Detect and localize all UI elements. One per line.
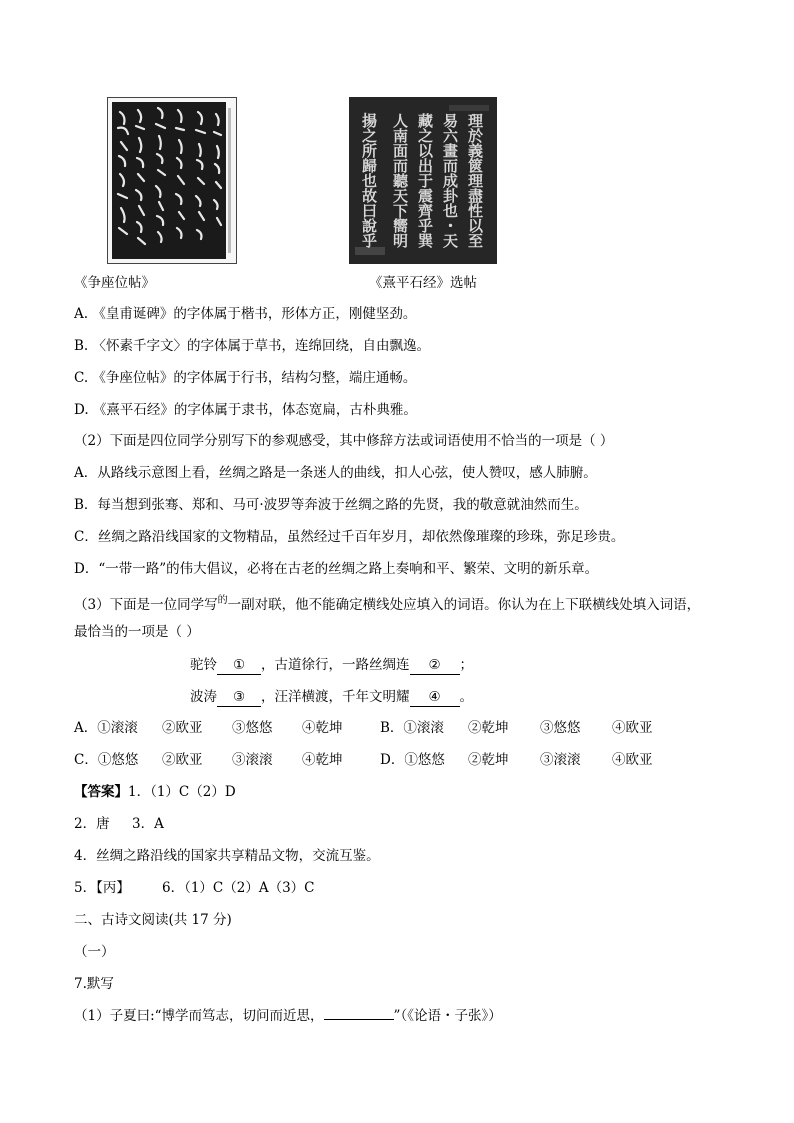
couplet-lower-middle: ，汪洋横渡，千年文明耀	[261, 689, 410, 705]
answers-2: 2．唐	[74, 816, 110, 832]
q3-c-1: C．①悠悠	[74, 752, 139, 768]
rubbing-column-4: 人南面而聽天下嚮明	[391, 113, 409, 248]
q7-1-text-b: ”（《论语・子张》）	[393, 1008, 502, 1024]
q2-option-d: D．“一带一路”的伟大倡议，必将在古老的丝绸之路上奏响和平、繁荣、文明的新乐章。	[74, 561, 599, 577]
rubbing-column-3: 藏之以出于震齊乎巽	[416, 113, 434, 248]
rubbing-column-5: 揚之所歸也故曰說乎	[360, 113, 378, 248]
q3-c-4: ④乾坤	[302, 752, 343, 768]
answers-5: 5．【丙】	[74, 880, 130, 896]
q1-option-d: D. 《熹平石经》的字体属于隶书，体态宽扁，古朴典雅。	[74, 402, 417, 418]
q3-option-d	[380, 751, 682, 769]
q3-a-1: A．①滚滚	[74, 720, 138, 736]
q3-stem-line1	[74, 596, 700, 616]
q3-stem-line2: 最恰当的一项是（ ）	[74, 624, 200, 640]
section-2-subheading: （一）	[74, 944, 115, 960]
q3-stem-part-b: 一副对联，他不能确定横线处应填入的词语。你认为在上下联横线处填入词语，	[227, 597, 701, 613]
q3-c-3: ③滚滚	[232, 752, 273, 768]
zhengzuowei-tie-image	[107, 97, 237, 264]
q2-stem: （2）下面是四位同学分别写下的参观感受，其中修辞方法或词语使用不恰当的一项是（ ）	[74, 433, 614, 449]
q2-option-c: C．丝绸之路沿线国家的文物精品，虽然经过千百年岁月，却依然像璀璨的珍珠，弥足珍贵。	[74, 529, 625, 545]
zhengzuowei-calligraphy-drawing	[108, 98, 236, 263]
answers-1: 1．（1）C（2）D	[128, 784, 236, 800]
answers-6: 6．（1）C（2）A（3）C	[162, 880, 315, 896]
q7-1	[74, 1007, 502, 1025]
answers-line-2	[74, 815, 164, 833]
section-2-heading: 二、古诗文阅读(共 17 分)	[74, 912, 232, 928]
q3-option-b	[380, 719, 682, 737]
q3-a-4: ④乾坤	[302, 720, 343, 736]
q3-option-c	[74, 751, 372, 769]
q3-c-2: ②欧亚	[162, 752, 203, 768]
couplet-upper	[190, 656, 473, 675]
right-figure-caption: 《熹平石经》选帖	[369, 275, 477, 291]
q2-option-a: A．从路线示意图上看，丝绸之路是一条迷人的曲线，扣人心弦，使人赞叹，感人肺腑。	[74, 465, 597, 481]
answers-label: 【答案】	[74, 784, 128, 800]
answers-4: 4．丝绸之路沿线的国家共享精品文物，交流互鉴。	[74, 848, 380, 864]
q7-1-text-a: （1）子夏曰:“博学而笃志，切问而近思，	[74, 1008, 324, 1024]
xiping-shijing-image	[349, 97, 497, 264]
q1-option-b: B. 〈怀素千字文〉的字体属于草书，连绵回绕，自由飘逸。	[74, 338, 431, 354]
q3-d-2: ②乾坤	[468, 752, 509, 768]
left-figure-caption: 《争座位帖》	[74, 275, 155, 291]
couplet-upper-end: ；	[459, 657, 473, 673]
q3-d-3: ③滚滚	[540, 752, 581, 768]
couplet-upper-middle: ，古道徐行，一路丝绸连	[261, 657, 410, 673]
rubbing-column-2: 易六畫而成卦也・天	[441, 113, 459, 248]
q3-d-4: ④欧亚	[612, 752, 653, 768]
couplet-upper-start: 驼铃	[190, 657, 217, 673]
answers-3: 3．A	[132, 816, 164, 832]
couplet-lower-end: 。	[459, 689, 473, 705]
couplet-blank-4: ④	[410, 688, 460, 707]
couplet-lower	[190, 688, 473, 707]
rubbing-column-1: 理於義篋理盡性以至	[466, 113, 484, 248]
q1-option-c: C. 《争座位帖》的字体属于行书，结构匀整，端庄通畅。	[74, 370, 417, 386]
q3-a-2: ②欧亚	[162, 720, 203, 736]
q3-b-4: ④欧亚	[612, 720, 653, 736]
couplet-blank-1: ①	[217, 656, 261, 675]
q3-stem-part-a: （3）下面是一位同学写	[74, 597, 218, 613]
q3-a-3: ③悠悠	[232, 720, 273, 736]
q3-b-1: B．①滚滚	[380, 720, 444, 736]
q1-option-a: A. 《皇甫诞碑》的字体属于楷书，形体方正，刚健坚劲。	[74, 306, 417, 322]
couplet-blank-2: ②	[410, 656, 460, 675]
xiping-rubbing-drawing	[349, 97, 497, 264]
answers-line-1	[74, 783, 236, 801]
q3-stem-superscript: 的	[217, 595, 228, 606]
q3-b-2: ②乾坤	[468, 720, 509, 736]
q3-d-1: D．①悠悠	[380, 752, 445, 768]
couplet-blank-3: ③	[217, 688, 261, 707]
q3-option-a	[74, 719, 372, 737]
q7-title: 7.默写	[74, 976, 114, 992]
q7-1-blank	[324, 1019, 394, 1020]
answers-line-4	[74, 879, 315, 897]
q3-b-3: ③悠悠	[540, 720, 581, 736]
couplet-lower-start: 波涛	[190, 689, 217, 705]
q2-option-b: B．每当想到张骞、郑和、马可·波罗等奔波于丝绸之路的先贤，我的敬意就油然而生。	[74, 497, 588, 513]
